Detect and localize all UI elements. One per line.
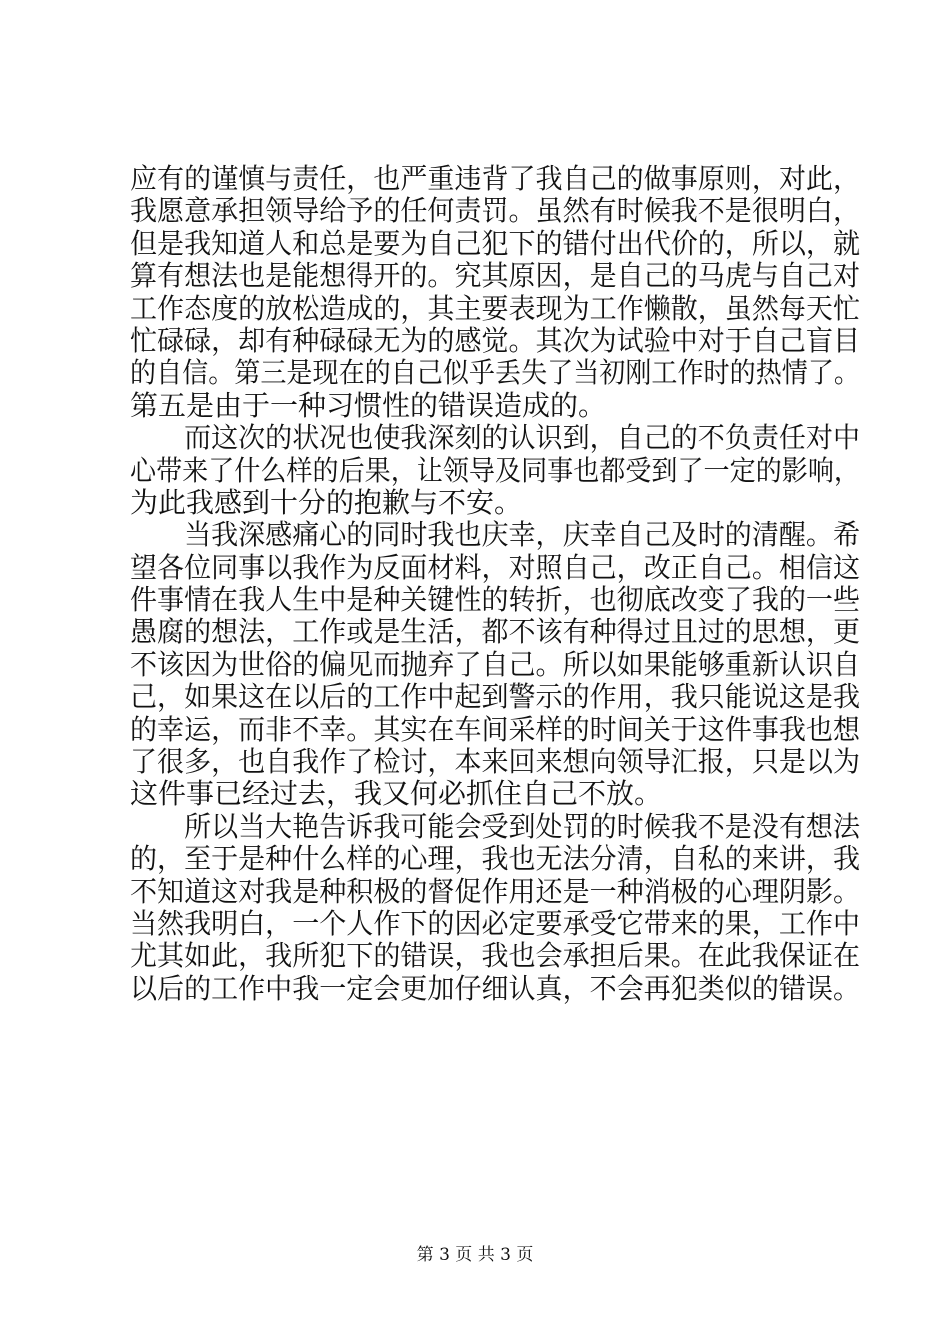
text-line: 忙碌碌，却有种碌碌无为的感觉。其次为试验中对于自己盲目: [130, 323, 861, 357]
text-line: 的幸运，而非不幸。其实在车间采样的时间关于这件事我也想: [130, 712, 861, 746]
text-line: 愚腐的想法，工作或是生活，都不该有种得过且过的思想，更: [130, 615, 861, 649]
document-body: [130, 163, 860, 1005]
text-line: 当我深感痛心的同时我也庆幸，庆幸自己及时的清醒。希: [130, 518, 861, 552]
text-line: 心带来了什么样的后果，让领导及同事也都受到了一定的影响，: [130, 453, 860, 487]
text-line: 为此我感到十分的抱歉与不安。: [130, 485, 523, 519]
text-line: 所以当大艳告诉我可能会受到处罚的时候我不是没有想法: [130, 809, 861, 843]
text-line: 第五是由于一种习惯性的错误造成的。: [130, 388, 607, 422]
text-line: 了很多，也自我作了检讨，本来回来想向领导汇报，只是以为: [130, 745, 861, 779]
text-line: 工作态度的放松造成的，其主要表现为工作懒散，虽然每天忙: [130, 291, 861, 325]
text-line: 但是我知道人和总是要为自己犯下的错付出代价的，所以，就: [130, 226, 861, 260]
page-footer: 第 3 页 共 3 页: [416, 1245, 534, 1265]
text-line: 当然我明白，一个人作下的因必定要承受它带来的果，工作中: [130, 906, 861, 940]
text-line: 己，如果这在以后的工作中起到警示的作用，我只能说这是我: [130, 680, 861, 714]
text-line: 不知道这对我是种积极的督促作用还是一种消极的心理阴影。: [130, 874, 861, 908]
text-line: 的自信。第三是现在的自己似乎丢失了当初刚工作时的热情了。: [130, 356, 860, 390]
text-line: 不该因为世俗的偏见而抛弃了自己。所以如果能够重新认识自: [130, 647, 861, 681]
text-line: 我愿意承担领导给予的任何责罚。虽然有时候我不是很明白，: [130, 194, 861, 228]
text-line: 望各位同事以我作为反面材料，对照自己，改正自己。相信这: [130, 550, 861, 584]
text-line: 件事情在我人生中是种关键性的转折，也彻底改变了我的一些: [130, 583, 861, 617]
text-line: 这件事已经过去，我又何必抓住自己不放。: [130, 777, 663, 811]
text-line: 而这次的状况也使我深刻的认识到，自己的不负责任对中: [130, 421, 861, 455]
text-line: 以后的工作中我一定会更加仔细认真，不会再犯类似的错误。: [130, 971, 861, 1005]
text-line: 尤其如此，我所犯下的错误，我也会承担后果。在此我保证在: [130, 939, 861, 973]
text-line: 算有想法也是能想得开的。究其原因，是自己的马虎与自己对: [130, 259, 861, 293]
text-line: 应有的谨慎与责任，也严重违背了我自己的做事原则，对此，: [130, 162, 861, 195]
text-line: 的，至于是种什么样的心理，我也无法分清，自私的来讲，我: [130, 842, 861, 876]
